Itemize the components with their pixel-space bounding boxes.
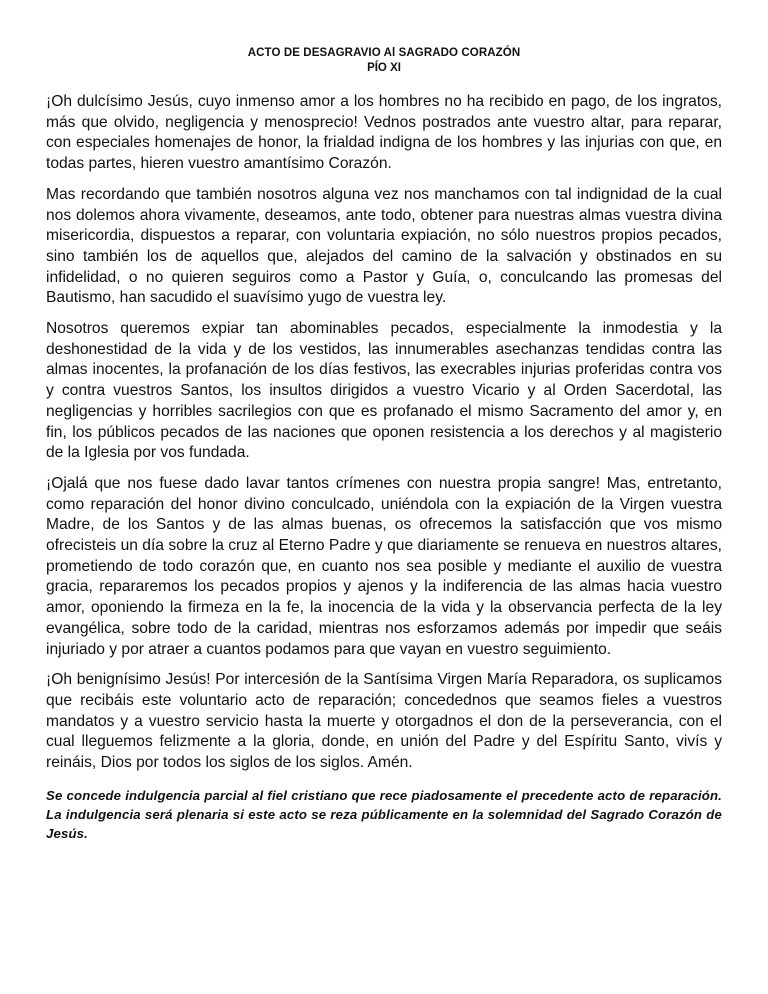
paragraph-4: ¡Ojalá que nos fuese dado lavar tantos crímenes con nuestra propia sangre! Mas, entretanto, como reparación del honor divino conculcado, uniéndola con la expiación de la Virgen vuestra Madre, de los Santos y de las almas buenas, os ofrecemos la satisfacción que vos mismo ofrecisteis un día sobre la cruz al Eterno Padre y que diariamente se renueva en nuestros altares, prometiendo de todo corazón que, en cuanto nos sea posible y mediante el auxilio de vuestra gracia, repararemos los pecados propios y ajenos y la indiferencia de las almas hacia vuestro amor, oponiendo la firmeza en la fe, la inocencia de la vida y la observancia perfecta de la ley evangélica, sobre todo de la caridad, mientras nos esforzamos además por impedir que seáis injuriado y por atraer a cuantos podamos para que vayan en vuestro seguimiento. [46, 474, 722, 658]
document-title: ACTO DE DESAGRAVIO Al SAGRADO CORAZÓN [247, 47, 521, 59]
document-subtitle: PÍO XI [367, 62, 401, 74]
indulgence-note: Se concede indulgencia parcial al fiel cristiano que rece piadosamente el precedente acto de reparación. La indulgencia será plenaria si este acto se reza públicamente en la solemnidad del Sagrado Corazón de Jesús. [46, 787, 722, 841]
paragraph-5: ¡Oh benignísimo Jesús! Por intercesión de la Santísima Virgen María Reparadora, os suplicamos que recibáis este voluntario acto de reparación; concedednos que seamos fieles a vuestros mandatos y a vuestro servicio hasta la muerte y otorgadnos el don de la perseverancia, con el cual lleguemos felizmente a la gloria, donde, en unión del Padre y del Espíritu Santo, vivís y reináis, Dios por todos los siglos de los siglos. Amén. [46, 671, 722, 772]
paragraph-2: Mas recordando que también nosotros alguna vez nos manchamos con tal indignidad de la cual nos dolemos ahora vivamente, deseamos, ante todo, obtener para nuestras almas vuestra divina misericordia, dispuestos a reparar, con voluntaria expiación, no sólo nuestros propios pecados, sino también los de aquellos que, alejados del camino de la salvación y obstinados en su infidelidad, o no quieren seguiros como a Pastor y Guía, o, conculcando las promesas del Bautismo, han sacudido el suavísimo yugo de vuestra ley. [46, 185, 722, 307]
paragraph-1: ¡Oh dulcísimo Jesús, cuyo inmenso amor a los hombres no ha recibido en pago, de los ingratos, más que olvido, negligencia y menosprecio! Vednos postrados ante vuestro altar, para reparar, con especiales homenajes de honor, la frialdad indigna de los hombres y las injurias con que, en todas partes, hieren vuestro amantísimo Corazón. [46, 93, 722, 173]
paragraph-3: Nosotros queremos expiar tan abominables pecados, especialmente la inmodestia y la deshonestidad de la vida y de los vestidos, las innumerables asechanzas tendidas contra las almas inocentes, la profanación de los días festivos, las execrables injurias proferidas contra vos y contra vuestros Santos, los insultos dirigidos a vuestro Vicario y al Orden Sacerdotal, las negligencias y horribles sacrilegios con que es profanado el mismo Sacramento del amor y, en fin, los públicos pecados de las naciones que oponen resistencia a los derechos y al magisterio de la Iglesia por vos fundada. [46, 320, 722, 462]
